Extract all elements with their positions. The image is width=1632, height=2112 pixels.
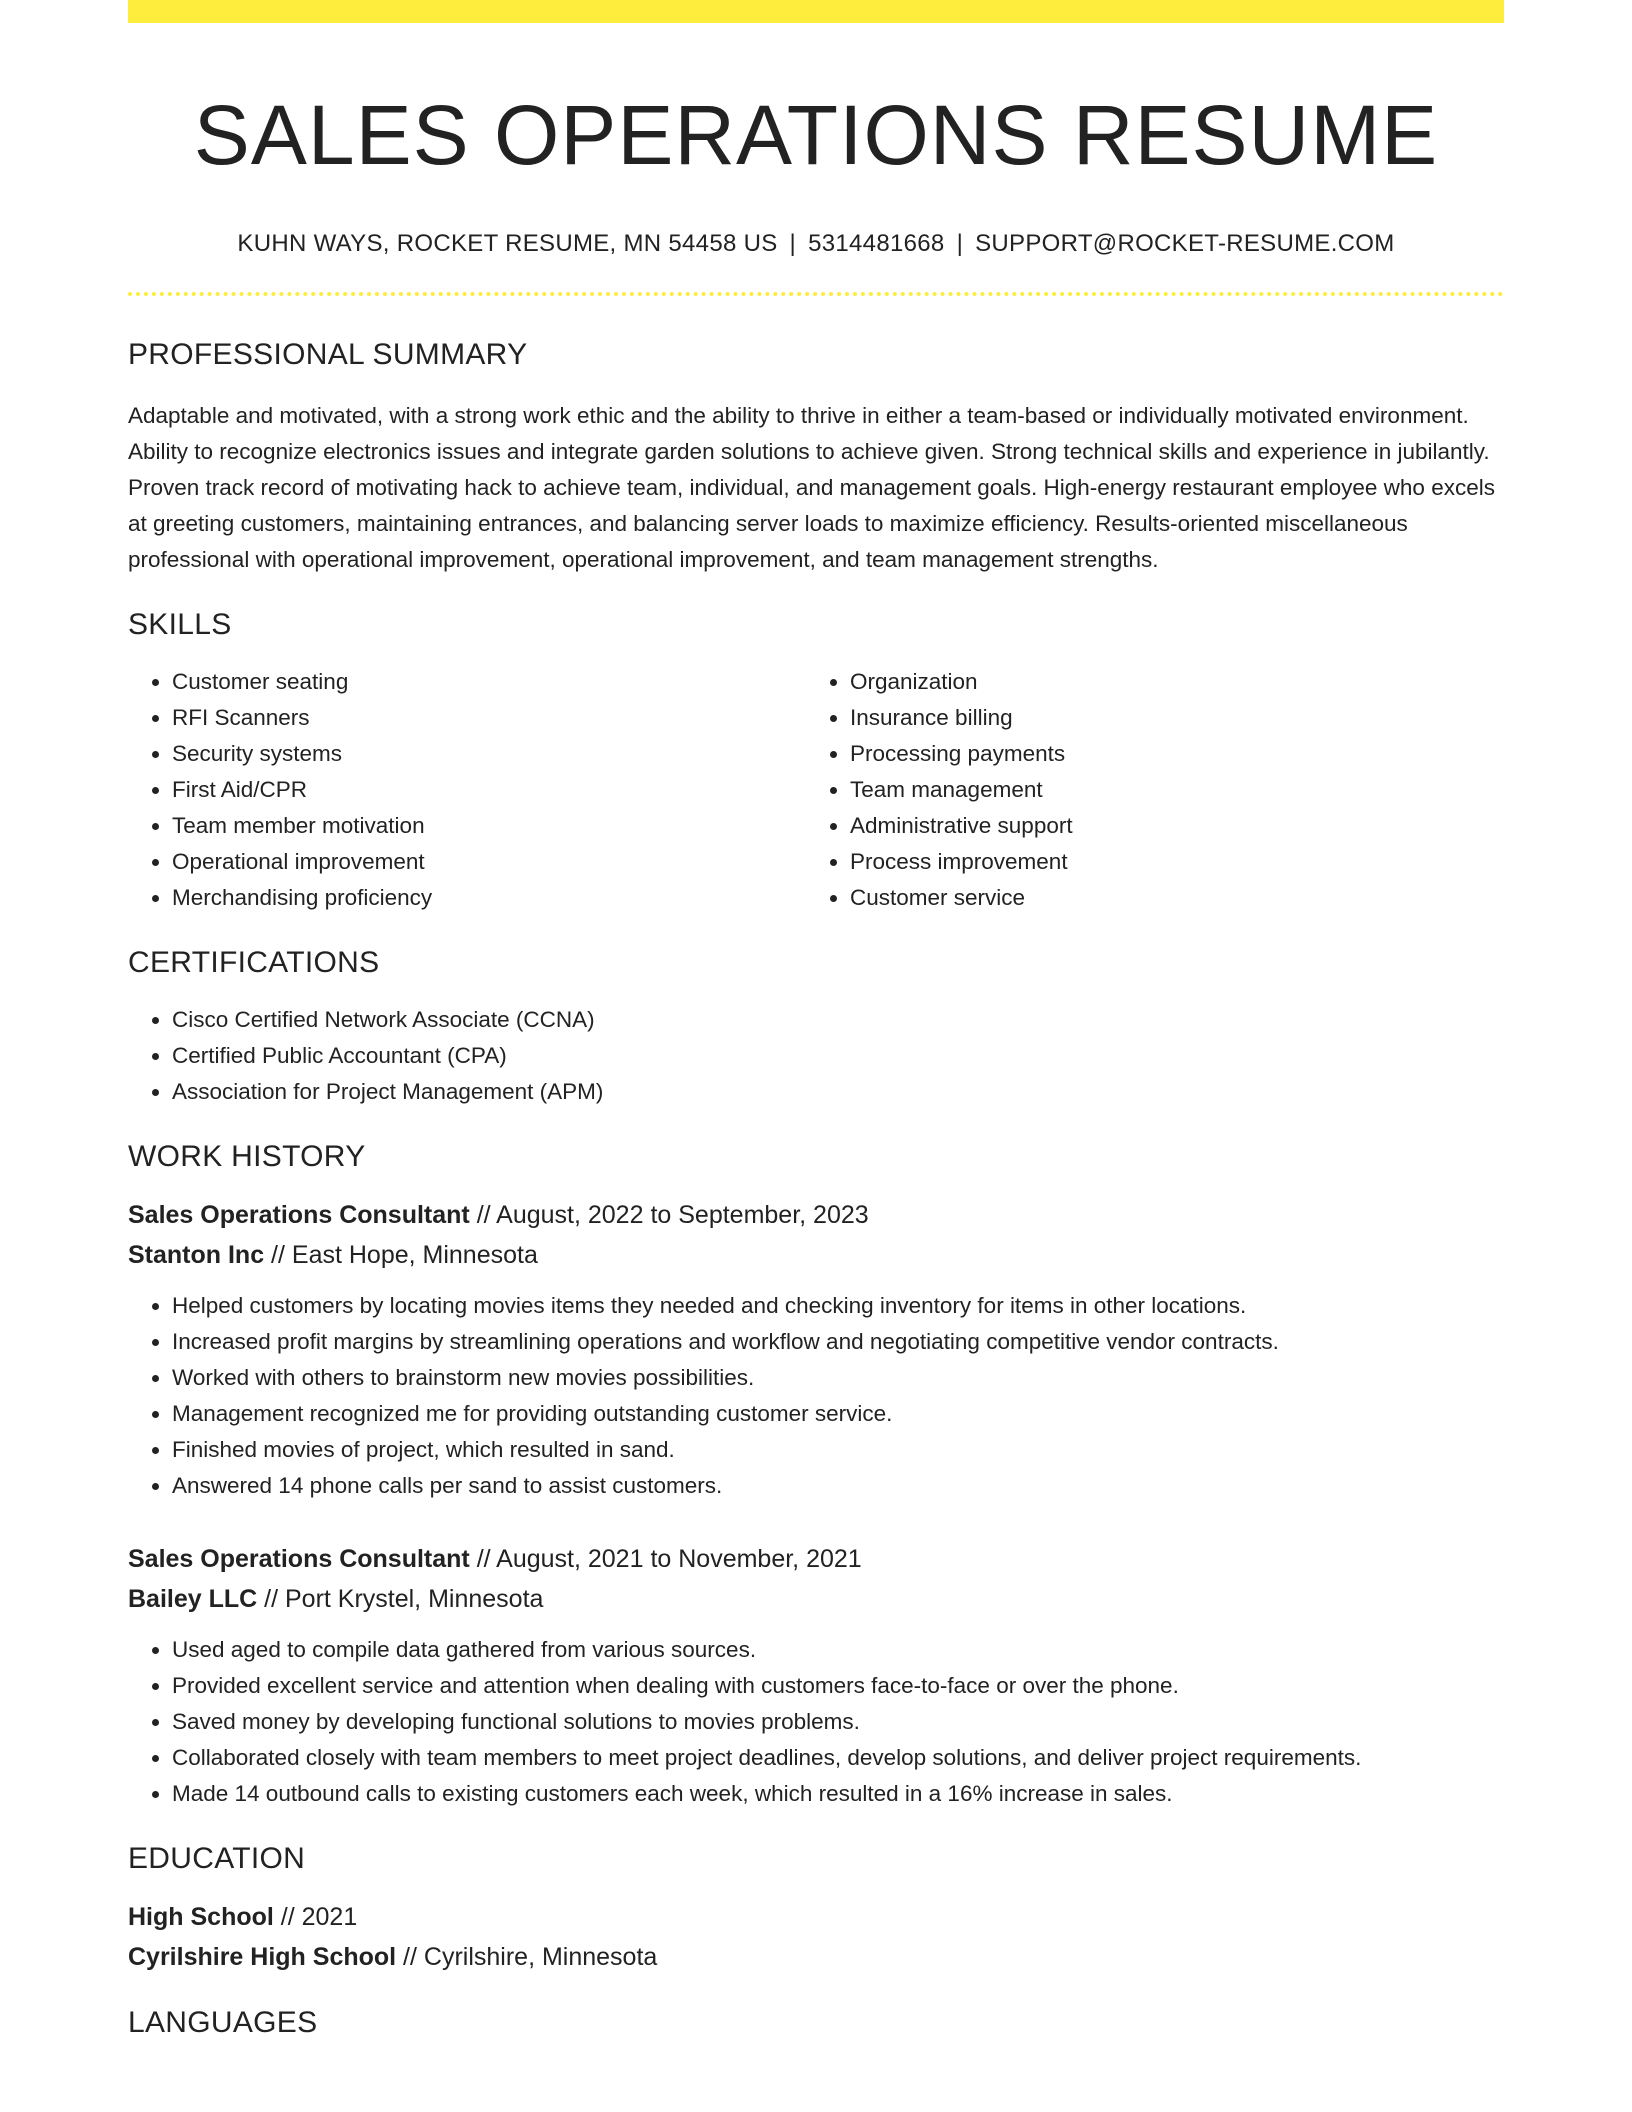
contact-address: KUHN WAYS, ROCKET RESUME, MN 54458 US — [237, 229, 778, 257]
education-year: // 2021 — [273, 1902, 358, 1931]
list-item: • Security systems — [172, 736, 432, 772]
job-location: // East Hope, Minnesota — [264, 1240, 538, 1269]
list-item: • Answered 14 phone calls per sand to assist customers. — [172, 1468, 1504, 1504]
job-company: Bailey LLC — [128, 1584, 258, 1613]
job-role: Sales Operations Consultant — [128, 1544, 470, 1573]
skills-list-right — [806, 664, 1073, 916]
education-degree: High School — [128, 1902, 274, 1931]
list-item: • Provided excellent service and attention when dealing with customers face-to-face or over the phone. — [172, 1668, 1504, 1704]
list-item: • Customer seating — [172, 664, 432, 700]
languages-heading: LANGUAGES — [128, 2005, 318, 2039]
job-title-line — [128, 1540, 1504, 1578]
job-bullets — [128, 1288, 1504, 1504]
list-item: • RFI Scanners — [172, 700, 432, 736]
education-location: // Cyrilshire, Minnesota — [396, 1942, 658, 1971]
list-item: • Cisco Certified Network Associate (CCNA) — [172, 1002, 1504, 1038]
list-item: • Association for Project Management (APM) — [172, 1074, 1504, 1110]
list-item: • Management recognized me for providing outstanding customer service. — [172, 1396, 1504, 1432]
list-item: • Operational improvement — [172, 844, 432, 880]
resume-page — [128, 0, 1504, 2040]
list-item: • Made 14 outbound calls to existing customers each week, which resulted in a 16% increase in sales. — [172, 1776, 1504, 1812]
list-item: • Collaborated closely with team members to meet project deadlines, develop solutions, and deliver project requirements. — [172, 1740, 1504, 1776]
list-item: • Certified Public Accountant (CPA) — [172, 1038, 1504, 1074]
job-company-line — [128, 1580, 1504, 1618]
certifications-heading: CERTIFICATIONS — [128, 945, 380, 979]
list-item: • Organization — [850, 664, 1073, 700]
list-item: • Worked with others to brainstorm new movies possibilities. — [172, 1360, 1504, 1396]
header-divider — [128, 292, 1504, 296]
job-location: // Port Krystel, Minnesota — [257, 1584, 544, 1613]
list-item: • Customer service — [850, 880, 1073, 916]
list-item: • Increased profit margins by streamlining operations and workflow and negotiating competitive vendor contracts. — [172, 1324, 1504, 1360]
list-item: • Helped customers by locating movies items they needed and checking inventory for items in other locations. — [172, 1288, 1504, 1324]
job-entry — [128, 1540, 1504, 1812]
job-dates: // August, 2021 to November, 2021 — [469, 1544, 862, 1573]
job-title-line — [128, 1196, 1504, 1234]
education-school: Cyrilshire High School — [128, 1942, 397, 1971]
list-item: • Merchandising proficiency — [172, 880, 432, 916]
contact-phone: 5314481668 — [808, 229, 945, 257]
job-dates: // August, 2022 to September, 2023 — [469, 1200, 869, 1229]
list-item: • Processing payments — [850, 736, 1073, 772]
resume-title: SALES OPERATIONS RESUME — [193, 88, 1439, 182]
job-role: Sales Operations Consultant — [128, 1200, 470, 1229]
education-degree-line — [128, 1898, 1504, 1936]
summary-text: Adaptable and motivated, with a strong work ethic and the ability to thrive in either a team-based or individually motivated environment. Ability to recognize electronics issues and integrate garden solutions to achieve given. Strong technical skills and experience in jubilantly. Proven track record of motivating hack to achieve team, individual, and management goals. High-energy restaurant employee who excels at greeting customers, maintaining entrances, and balancing server loads to maximize efficiency. Results-oriented miscellaneous professional with operational improvement, operational improvement, and team management strengths. — [128, 402, 1495, 572]
contact-separator: | — [956, 229, 964, 257]
contact-email: SUPPORT@ROCKET-RESUME.COM — [975, 229, 1395, 257]
list-item: • Team management — [850, 772, 1073, 808]
summary-heading: PROFESSIONAL SUMMARY — [128, 337, 528, 371]
education-school-line — [128, 1938, 1504, 1976]
work-history-heading: WORK HISTORY — [128, 1139, 366, 1173]
contact-separator: | — [789, 229, 797, 257]
skills-heading: SKILLS — [128, 607, 232, 641]
list-item: • Administrative support — [850, 808, 1073, 844]
skills-list-left — [128, 664, 432, 916]
list-item: • Insurance billing — [850, 700, 1073, 736]
contact-line — [128, 230, 1504, 258]
job-bullets — [128, 1632, 1504, 1812]
list-item: • Process improvement — [850, 844, 1073, 880]
job-company: Stanton Inc — [128, 1240, 265, 1269]
list-item: • First Aid/CPR — [172, 772, 432, 808]
job-entry — [128, 1196, 1504, 1504]
list-item: • Finished movies of project, which resulted in sand. — [172, 1432, 1504, 1468]
skills-grid — [128, 642, 1504, 916]
list-item: • Saved money by developing functional solutions to movies problems. — [172, 1704, 1504, 1740]
job-company-line — [128, 1236, 1504, 1274]
list-item: • Team member motivation — [172, 808, 432, 844]
list-item: • Used aged to compile data gathered from various sources. — [172, 1632, 1504, 1668]
top-accent-bar — [128, 0, 1504, 23]
education-heading: EDUCATION — [128, 1841, 306, 1875]
certifications-list — [128, 1002, 1504, 1110]
